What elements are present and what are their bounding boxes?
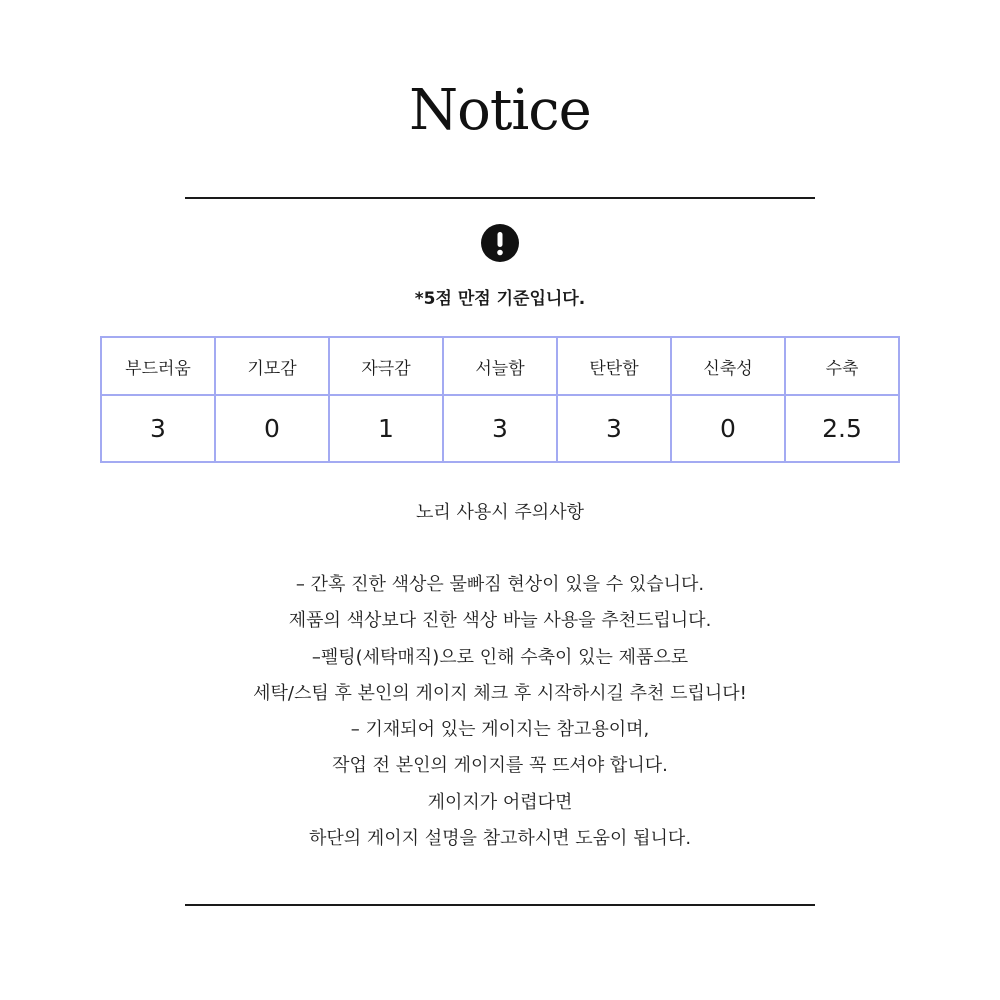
- caution-notes: [0, 567, 1000, 857]
- note-line: 작업 전 본인의 게이지를 꼭 뜨셔야 합니다.: [332, 755, 668, 777]
- top-divider: [185, 197, 815, 199]
- note-line: – 간혹 진한 색상은 물빠짐 현상이 있을 수 있습니다.: [295, 574, 705, 595]
- usage-caution-title: 노리 사용시 주의사항: [416, 502, 584, 523]
- value-coolness: 3: [443, 395, 557, 462]
- value-firmness: 3: [557, 395, 671, 462]
- note-line: –펠팅(세탁매직)으로 인해 수축이 있는 제품으로: [311, 646, 689, 668]
- spec-table: [100, 336, 900, 463]
- table-header-row: [101, 337, 899, 395]
- header-softness: 부드러움: [101, 337, 215, 395]
- note-line: 하단의 게이지 설명을 참고하시면 도움이 됩니다.: [308, 828, 692, 850]
- note-line: 세탁/스팀 후 본인의 게이지 체크 후 시작하시길 추천 드립니다!: [253, 682, 747, 704]
- value-fuzziness: 0: [215, 395, 329, 462]
- header-firmness: 탄탄함: [557, 337, 671, 395]
- header-fuzziness: 기모감: [215, 337, 329, 395]
- note-line: 게이지가 어렵다면: [427, 791, 573, 813]
- value-irritation: 1: [329, 395, 443, 462]
- bottom-divider: [185, 904, 815, 906]
- note-line: – 기재되어 있는 게이지는 참고용이며,: [350, 719, 650, 741]
- note-line: 제품의 색상보다 진한 색상 바늘 사용을 추천드립니다.: [288, 610, 712, 632]
- header-coolness: 서늘함: [443, 337, 557, 395]
- header-shrinkage: 수축: [785, 337, 899, 395]
- header-irritation: 자극감: [329, 337, 443, 395]
- value-softness: 3: [101, 395, 215, 462]
- value-elasticity: 0: [671, 395, 785, 462]
- table-value-row: [101, 395, 899, 462]
- value-shrinkage: 2.5: [785, 395, 899, 462]
- page-title: Notice: [409, 78, 591, 143]
- header-elasticity: 신축성: [671, 337, 785, 395]
- rating-scale-note: *5점 만점 기준입니다.: [414, 289, 586, 309]
- exclamation-circle-icon: [481, 224, 519, 262]
